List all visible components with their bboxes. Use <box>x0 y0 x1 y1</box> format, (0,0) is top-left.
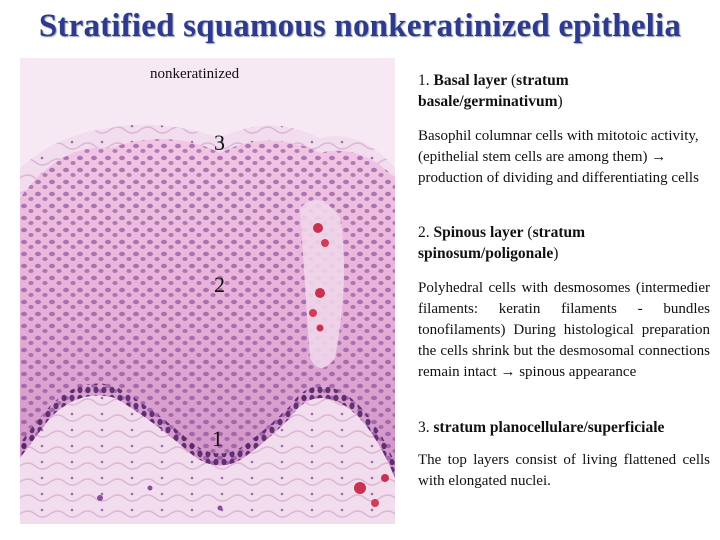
basal-layer-close-paren: ) <box>557 93 563 110</box>
spinous-layer-description: Polyhedral cells with desmosomes (intermedier filaments: keratin filaments - bundles tonofilaments) During histological preparation the cells shrink but the desmosomal connections remain intact → spinous appearance <box>418 280 710 380</box>
spinous-layer-number: 2. <box>418 224 430 241</box>
micrograph-caption: nonkeratinized <box>150 66 240 82</box>
spinous-layer-latin: stratum spinosum/poligonale <box>418 224 586 262</box>
basal-layer-latin: stratum basale/germinativum <box>418 72 569 110</box>
basal-layer-number: 1. <box>418 72 430 89</box>
spinous-layer-heading <box>418 222 710 264</box>
superficial-layer-description: The top layers consist of living flattened cells with elongated nuclei. <box>418 452 710 489</box>
spinous-layer-open-paren: ( <box>523 224 533 241</box>
layer-marker-2: 2 <box>214 272 225 297</box>
layer-marker-3: 3 <box>214 130 225 155</box>
superficial-layer-number: 3. <box>418 419 430 436</box>
superficial-layer-heading <box>418 417 710 438</box>
basal-layer-description: Basophil columnar cells with mitotoic activity, (epithelial stem cells are among them) → production of dividing and differentiating cells <box>418 128 699 186</box>
superficial-layer-name: stratum planocellulare/superficiale <box>433 419 665 436</box>
layer-marker-1: 1 <box>212 426 223 451</box>
slide-title: Stratified squamous nonkeratinized epithelia <box>38 8 682 44</box>
basal-layer-name: Basal layer <box>433 72 508 89</box>
basal-layer-open-paren: ( <box>507 72 517 89</box>
basal-layer-heading <box>418 70 710 112</box>
micrograph-illustration <box>20 58 395 524</box>
micrograph-image <box>20 58 395 524</box>
spinous-layer-close-paren: ) <box>553 245 559 262</box>
spinous-layer-name: Spinous layer <box>433 224 524 241</box>
